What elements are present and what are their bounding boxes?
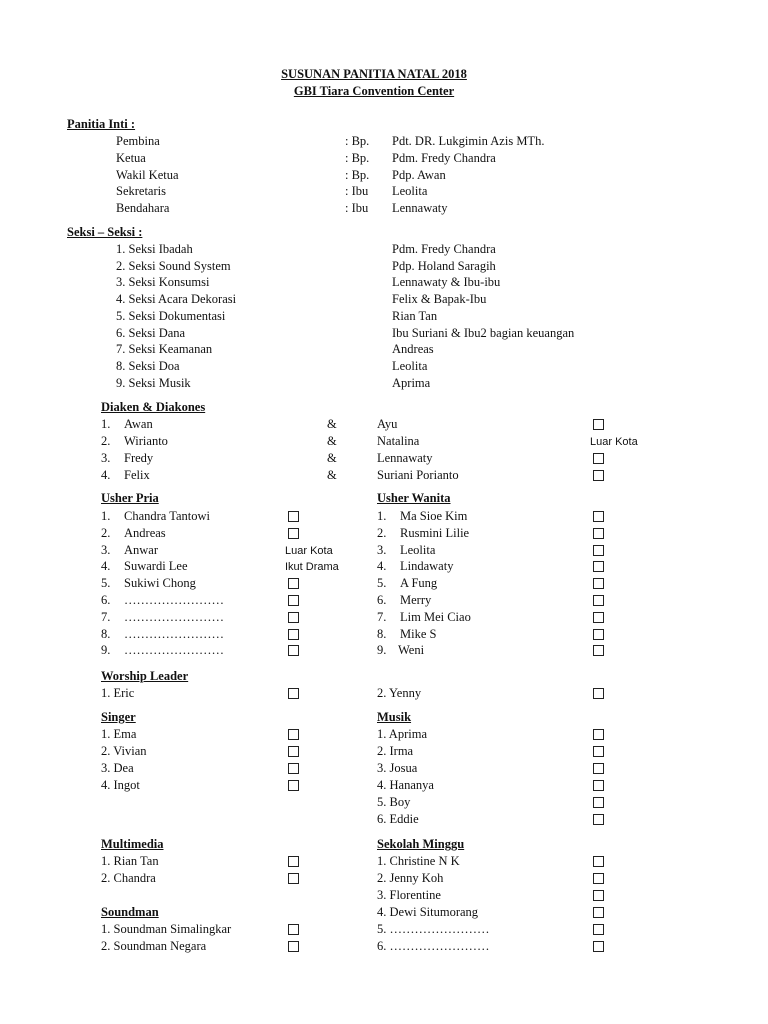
diaken-num: 4. (101, 468, 111, 482)
musik-item: 2. Irma (377, 744, 414, 758)
seksi-name: Pdm. Fredy Chandra (392, 242, 496, 256)
seksi-label: 1. Seksi Ibadah (116, 242, 193, 256)
usher-pria-heading: Usher Pria (101, 491, 159, 505)
singer-item: 2. Vivian (101, 744, 147, 758)
usher-wanita-num: 4. (377, 559, 387, 574)
multimedia-item: 2. Chandra (101, 871, 156, 885)
checkbox[interactable] (288, 688, 299, 699)
seksi-name: Andreas (392, 342, 434, 357)
checkbox[interactable] (593, 924, 604, 935)
usher-wanita-heading: Usher Wanita (377, 491, 451, 505)
status-note: Ikut Drama (285, 561, 339, 574)
usher-wanita-num: 2. (377, 525, 387, 540)
checkbox[interactable] (288, 629, 299, 640)
usher-pria-name: …………………… (124, 626, 224, 641)
usher-wanita-num: 5. (377, 576, 387, 591)
checkbox[interactable] (593, 629, 604, 640)
inti-prefix: : Ibu (345, 201, 369, 216)
checkbox[interactable] (593, 561, 604, 572)
checkbox[interactable] (593, 780, 604, 791)
sekolah-minggu-item: 6. …………………… (377, 939, 490, 953)
checkbox[interactable] (593, 746, 604, 757)
seksi-label: 7. Seksi Keamanan (116, 342, 213, 357)
seksi-label: 3. Seksi Konsumsi (116, 275, 210, 290)
panitia-inti-heading: Panitia Inti : (67, 117, 136, 131)
diaken-heading: Diaken & Diakones (101, 400, 206, 414)
musik-item: 6. Eddie (377, 812, 419, 826)
diakones-name: Suriani Porianto (377, 468, 459, 482)
checkbox[interactable] (593, 797, 604, 808)
inti-role: Pembina (116, 134, 160, 148)
status-note: Luar Kota (285, 544, 333, 557)
soundman-heading: Soundman (101, 905, 159, 919)
seksi-label: 6. Seksi Dana (116, 325, 186, 340)
usher-wanita-name: Mike S (400, 626, 437, 641)
usher-wanita-name: Lindawaty (400, 559, 454, 574)
diakones-name: Lennawaty (377, 451, 433, 465)
usher-wanita-name: Leolita (400, 542, 436, 557)
inti-prefix: : Ibu (345, 184, 369, 199)
checkbox[interactable] (288, 595, 299, 606)
usher-pria-num: 6. (101, 593, 111, 607)
checkbox[interactable] (593, 729, 604, 740)
checkbox[interactable] (593, 511, 604, 522)
seksi-name: Leolita (392, 358, 428, 373)
checkbox[interactable] (593, 419, 604, 430)
checkbox[interactable] (593, 612, 604, 623)
checkbox[interactable] (593, 453, 604, 464)
seksi-label: 8. Seksi Doa (116, 358, 180, 373)
worship-leader-heading: Worship Leader (101, 669, 189, 683)
usher-wanita-num: 8. (377, 626, 387, 641)
diaken-name: Felix (124, 468, 150, 482)
diakones-name: Ayu (377, 417, 398, 431)
seksi-name: Ibu Suriani & Ibu2 bagian keuangan (392, 325, 575, 340)
status-note: Luar Kota (590, 436, 638, 448)
inti-role: Bendahara (116, 201, 170, 216)
usher-pria-name: Sukiwi Chong (124, 576, 196, 591)
seksi-label: 2. Seksi Sound System (116, 258, 231, 273)
singer-item: 4. Ingot (101, 778, 140, 792)
checkbox[interactable] (288, 511, 299, 522)
seksi-name: Aprima (392, 375, 431, 390)
inti-prefix: : Bp. (345, 150, 370, 165)
usher-pria-name: Chandra Tantowi (124, 509, 211, 523)
usher-pria-name: …………………… (124, 643, 224, 658)
document-title: SUSUNAN PANITIA NATAL 2018 (281, 67, 467, 81)
musik-item: 1. Aprima (377, 727, 427, 741)
checkbox[interactable] (593, 907, 604, 918)
ampersand: & (327, 468, 337, 482)
worship-leader-1: 1. Eric (101, 686, 135, 700)
usher-wanita-num: 1. (377, 509, 387, 523)
usher-pria-num: 2. (101, 525, 111, 540)
sekolah-minggu-item: 1. Christine N K (377, 854, 460, 868)
usher-wanita-num: 9. (377, 643, 387, 658)
checkbox[interactable] (593, 595, 604, 606)
document-subtitle: GBI Tiara Convention Center (293, 84, 455, 98)
seksi-label: 4. Seksi Acara Dekorasi (116, 292, 237, 307)
checkbox[interactable] (593, 545, 604, 556)
usher-wanita-name: Lim Mei Ciao (400, 609, 471, 624)
checkbox[interactable] (288, 528, 299, 539)
checkbox[interactable] (593, 645, 604, 656)
musik-item: 5. Boy (377, 795, 411, 809)
diaken-name: Awan (124, 417, 153, 431)
musik-item: 3. Josua (377, 761, 418, 775)
multimedia-heading: Multimedia (101, 837, 164, 851)
diaken-num: 3. (101, 451, 111, 465)
soundman-item: 1. Soundman Simalingkar (101, 922, 232, 936)
diakones-name: Natalina (377, 434, 420, 448)
singer-heading: Singer (101, 710, 136, 724)
inti-prefix: : Bp. (345, 167, 370, 182)
usher-pria-name: Anwar (124, 542, 159, 557)
checkbox[interactable] (593, 814, 604, 825)
sekolah-minggu-heading: Sekolah Minggu (377, 837, 465, 851)
multimedia-item: 1. Rian Tan (101, 854, 159, 868)
checkbox[interactable] (288, 780, 299, 791)
usher-wanita-name: A Fung (400, 576, 438, 591)
checkbox[interactable] (593, 856, 604, 867)
checkbox[interactable] (288, 763, 299, 774)
usher-pria-num: 8. (101, 626, 111, 641)
sekolah-minggu-item: 5. …………………… (377, 922, 490, 936)
checkbox[interactable] (593, 941, 604, 952)
checkbox[interactable] (288, 645, 299, 656)
checkbox[interactable] (288, 578, 299, 589)
inti-prefix: : Bp. (345, 134, 370, 148)
checkbox[interactable] (288, 746, 299, 757)
musik-heading: Musik (377, 710, 412, 724)
inti-name: Leolita (392, 184, 428, 199)
ampersand: & (327, 434, 337, 448)
seksi-name: Rian Tan (392, 308, 438, 323)
sekolah-minggu-item: 2. Jenny Koh (377, 871, 444, 885)
usher-pria-num: 5. (101, 576, 111, 591)
diaken-num: 1. (101, 417, 111, 431)
checkbox[interactable] (288, 856, 299, 867)
checkbox[interactable] (288, 729, 299, 740)
soundman-item: 2. Soundman Negara (101, 939, 207, 953)
usher-pria-name: …………………… (124, 593, 224, 607)
inti-role: Sekretaris (116, 184, 166, 199)
singer-item: 1. Ema (101, 727, 137, 741)
seksi-name: Lennawaty & Ibu-ibu (392, 275, 501, 290)
diaken-num: 2. (101, 434, 111, 448)
checkbox[interactable] (593, 890, 604, 901)
worship-leader-2: 2. Yenny (377, 686, 422, 700)
usher-wanita-name: Ma Sioe Kim (400, 509, 468, 523)
usher-wanita-num: 7. (377, 609, 387, 624)
checkbox[interactable] (288, 612, 299, 623)
diaken-name: Fredy (124, 451, 154, 465)
ampersand: & (327, 417, 337, 431)
checkbox[interactable] (593, 688, 604, 699)
seksi-label: 5. Seksi Dokumentasi (116, 308, 226, 323)
checkbox[interactable] (593, 528, 604, 539)
checkbox[interactable] (593, 873, 604, 884)
usher-wanita-name: Merry (400, 593, 432, 607)
inti-role: Wakil Ketua (116, 167, 179, 182)
usher-wanita-name: Weni (398, 643, 425, 658)
usher-pria-num: 9. (101, 643, 111, 658)
checkbox[interactable] (288, 924, 299, 935)
usher-pria-name: Suwardi Lee (124, 559, 188, 574)
inti-role: Ketua (116, 150, 146, 165)
inti-name: Pdp. Awan (392, 167, 446, 182)
checkbox[interactable] (288, 941, 299, 952)
seksi-name: Pdp. Holand Saragih (392, 258, 496, 273)
singer-item: 3. Dea (101, 761, 134, 775)
diaken-name: Wirianto (124, 434, 168, 448)
inti-name: Lennawaty (392, 201, 448, 216)
usher-pria-name: …………………… (124, 609, 224, 624)
sekolah-minggu-item: 3. Florentine (377, 888, 441, 902)
usher-wanita-num: 3. (377, 542, 387, 557)
inti-name: Pdt. DR. Lukgimin Azis MTh. (392, 134, 545, 148)
checkbox[interactable] (288, 873, 299, 884)
inti-name: Pdm. Fredy Chandra (392, 150, 496, 165)
usher-wanita-name: Rusmini Lilie (400, 525, 470, 540)
seksi-label: 9. Seksi Musik (116, 375, 191, 390)
checkbox[interactable] (593, 763, 604, 774)
usher-pria-num: 1. (101, 509, 111, 523)
ampersand: & (327, 451, 337, 465)
checkbox[interactable] (593, 470, 604, 481)
seksi-heading: Seksi – Seksi : (67, 225, 143, 239)
usher-pria-num: 7. (101, 609, 111, 624)
musik-item: 4. Hananya (377, 778, 434, 792)
seksi-name: Felix & Bapak-Ibu (392, 292, 487, 307)
usher-pria-name: Andreas (124, 525, 166, 540)
usher-pria-num: 3. (101, 542, 111, 557)
usher-pria-num: 4. (101, 559, 111, 574)
checkbox[interactable] (593, 578, 604, 589)
sekolah-minggu-item: 4. Dewi Situmorang (377, 905, 479, 919)
usher-wanita-num: 6. (377, 593, 387, 607)
